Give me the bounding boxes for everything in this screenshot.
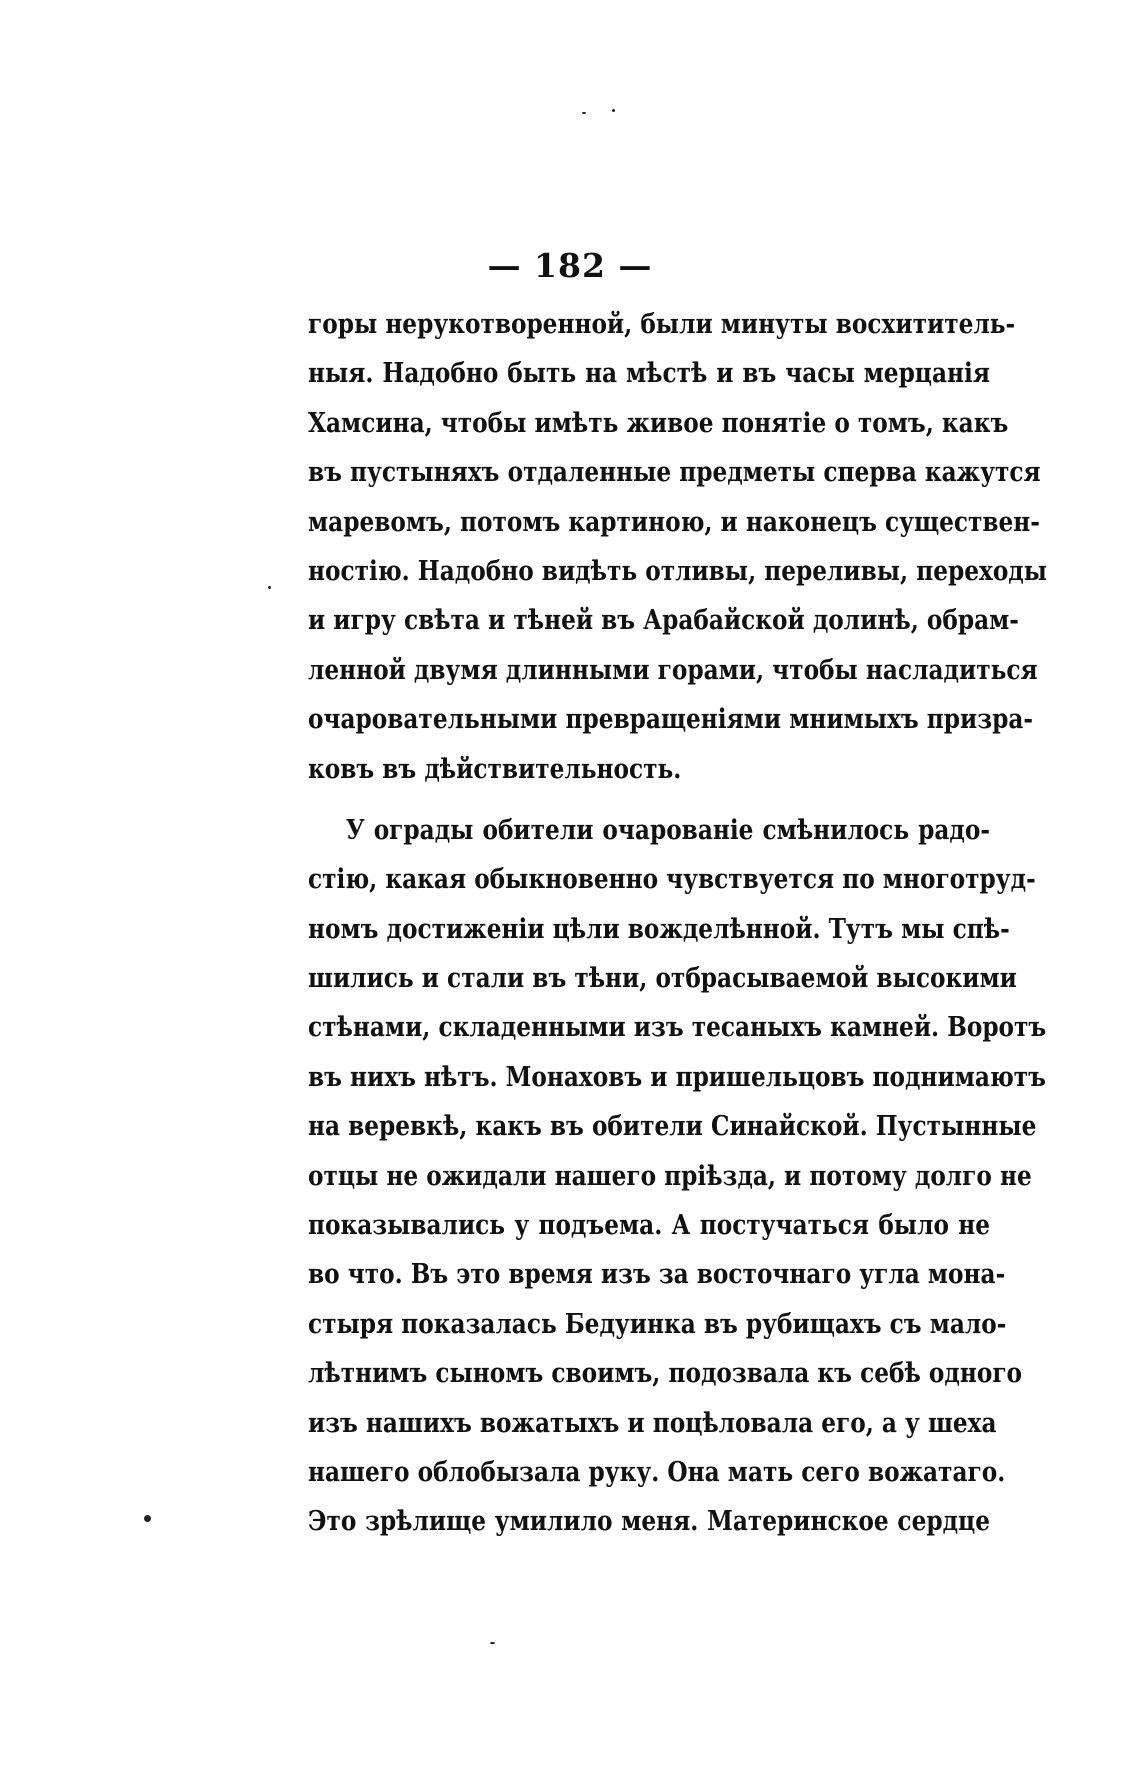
text-line: нашего облобызала руку. Она мать сего вожатаго. xyxy=(308,1456,1006,1488)
text-line: Это зрѣлище умилило меня. Материнское сердце xyxy=(308,1506,990,1538)
text-line: лѣтнимъ сыномъ своимъ, подозвала къ себѣ одного xyxy=(308,1358,1023,1390)
text-line: горы нерукотворенной, были минуты восхититель- xyxy=(308,309,1016,340)
text-line: маревомъ, потомъ картиною, и наконецъ существен- xyxy=(308,506,1040,538)
text-line: въ нихъ нѣтъ. Монаховъ и пришельцовъ поднимаютъ xyxy=(308,1061,1046,1093)
text-line: во что. Въ это время изъ за восточнаго угла мона- xyxy=(308,1259,1006,1291)
text-line: номъ достиженіи цѣли вожделѣнной. Тутъ мы спѣ- xyxy=(308,913,1010,945)
scan-speck xyxy=(490,1642,495,1644)
text-line: стыря показалась Бедуинка въ рубищахъ съ мало- xyxy=(308,1308,1007,1340)
scan-speck xyxy=(268,586,271,589)
text-line: стѣнами, складенными изъ тесаныхъ камней. Воротъ xyxy=(308,1012,1047,1044)
paragraph-2 xyxy=(308,806,1047,1547)
text-line: ностію. Надобно видѣть отливы, переливы, переходы xyxy=(308,555,1048,587)
text-line: ковъ въ дѣйствительность. xyxy=(308,753,682,785)
scan-speck xyxy=(144,1515,151,1522)
text-line: въ пустыняхъ отдаленные предметы сперва кажутся xyxy=(308,457,1041,489)
text-line: ленной двумя длинными горами, чтобы насладиться xyxy=(308,654,1038,686)
text-line: ныя. Надобно быть на мѣстѣ и въ часы мерцанія xyxy=(308,358,990,390)
text-line: Хамсина, чтобы имѣть живое понятіе о томъ, какъ xyxy=(308,407,1009,439)
text-line: показывались у подъема. А постучаться было не xyxy=(308,1210,990,1242)
text-line: стію, какая обыкновенно чувствуется по многотруд- xyxy=(308,864,1036,896)
paragraph-1 xyxy=(308,300,1048,794)
body-text xyxy=(308,300,1048,1547)
text-line: очаровательными превращеніями мнимыхъ призра- xyxy=(308,704,1034,736)
text-line: отцы не ожидали нашего пріѣзда, и потому долго не xyxy=(308,1160,1032,1192)
text-line: на веревкѣ, какъ въ обители Синайской. Пустынные xyxy=(308,1111,1037,1143)
text-line: шились и стали въ тѣни, отбрасываемой высокими xyxy=(308,963,1017,995)
page-number: — 182 — xyxy=(487,246,653,285)
scan-speck xyxy=(582,112,586,114)
text-line: изъ нашихъ вожатыхъ и поцѣловала его, а у шеха xyxy=(308,1407,997,1439)
text-line: и игру свѣта и тѣней въ Арабайской долинѣ, обрам- xyxy=(308,605,1019,637)
scan-speck xyxy=(612,109,615,112)
text-line: У ограды обители очарованіе смѣнилось радо- xyxy=(345,814,990,846)
paragraph-gap xyxy=(308,794,990,806)
